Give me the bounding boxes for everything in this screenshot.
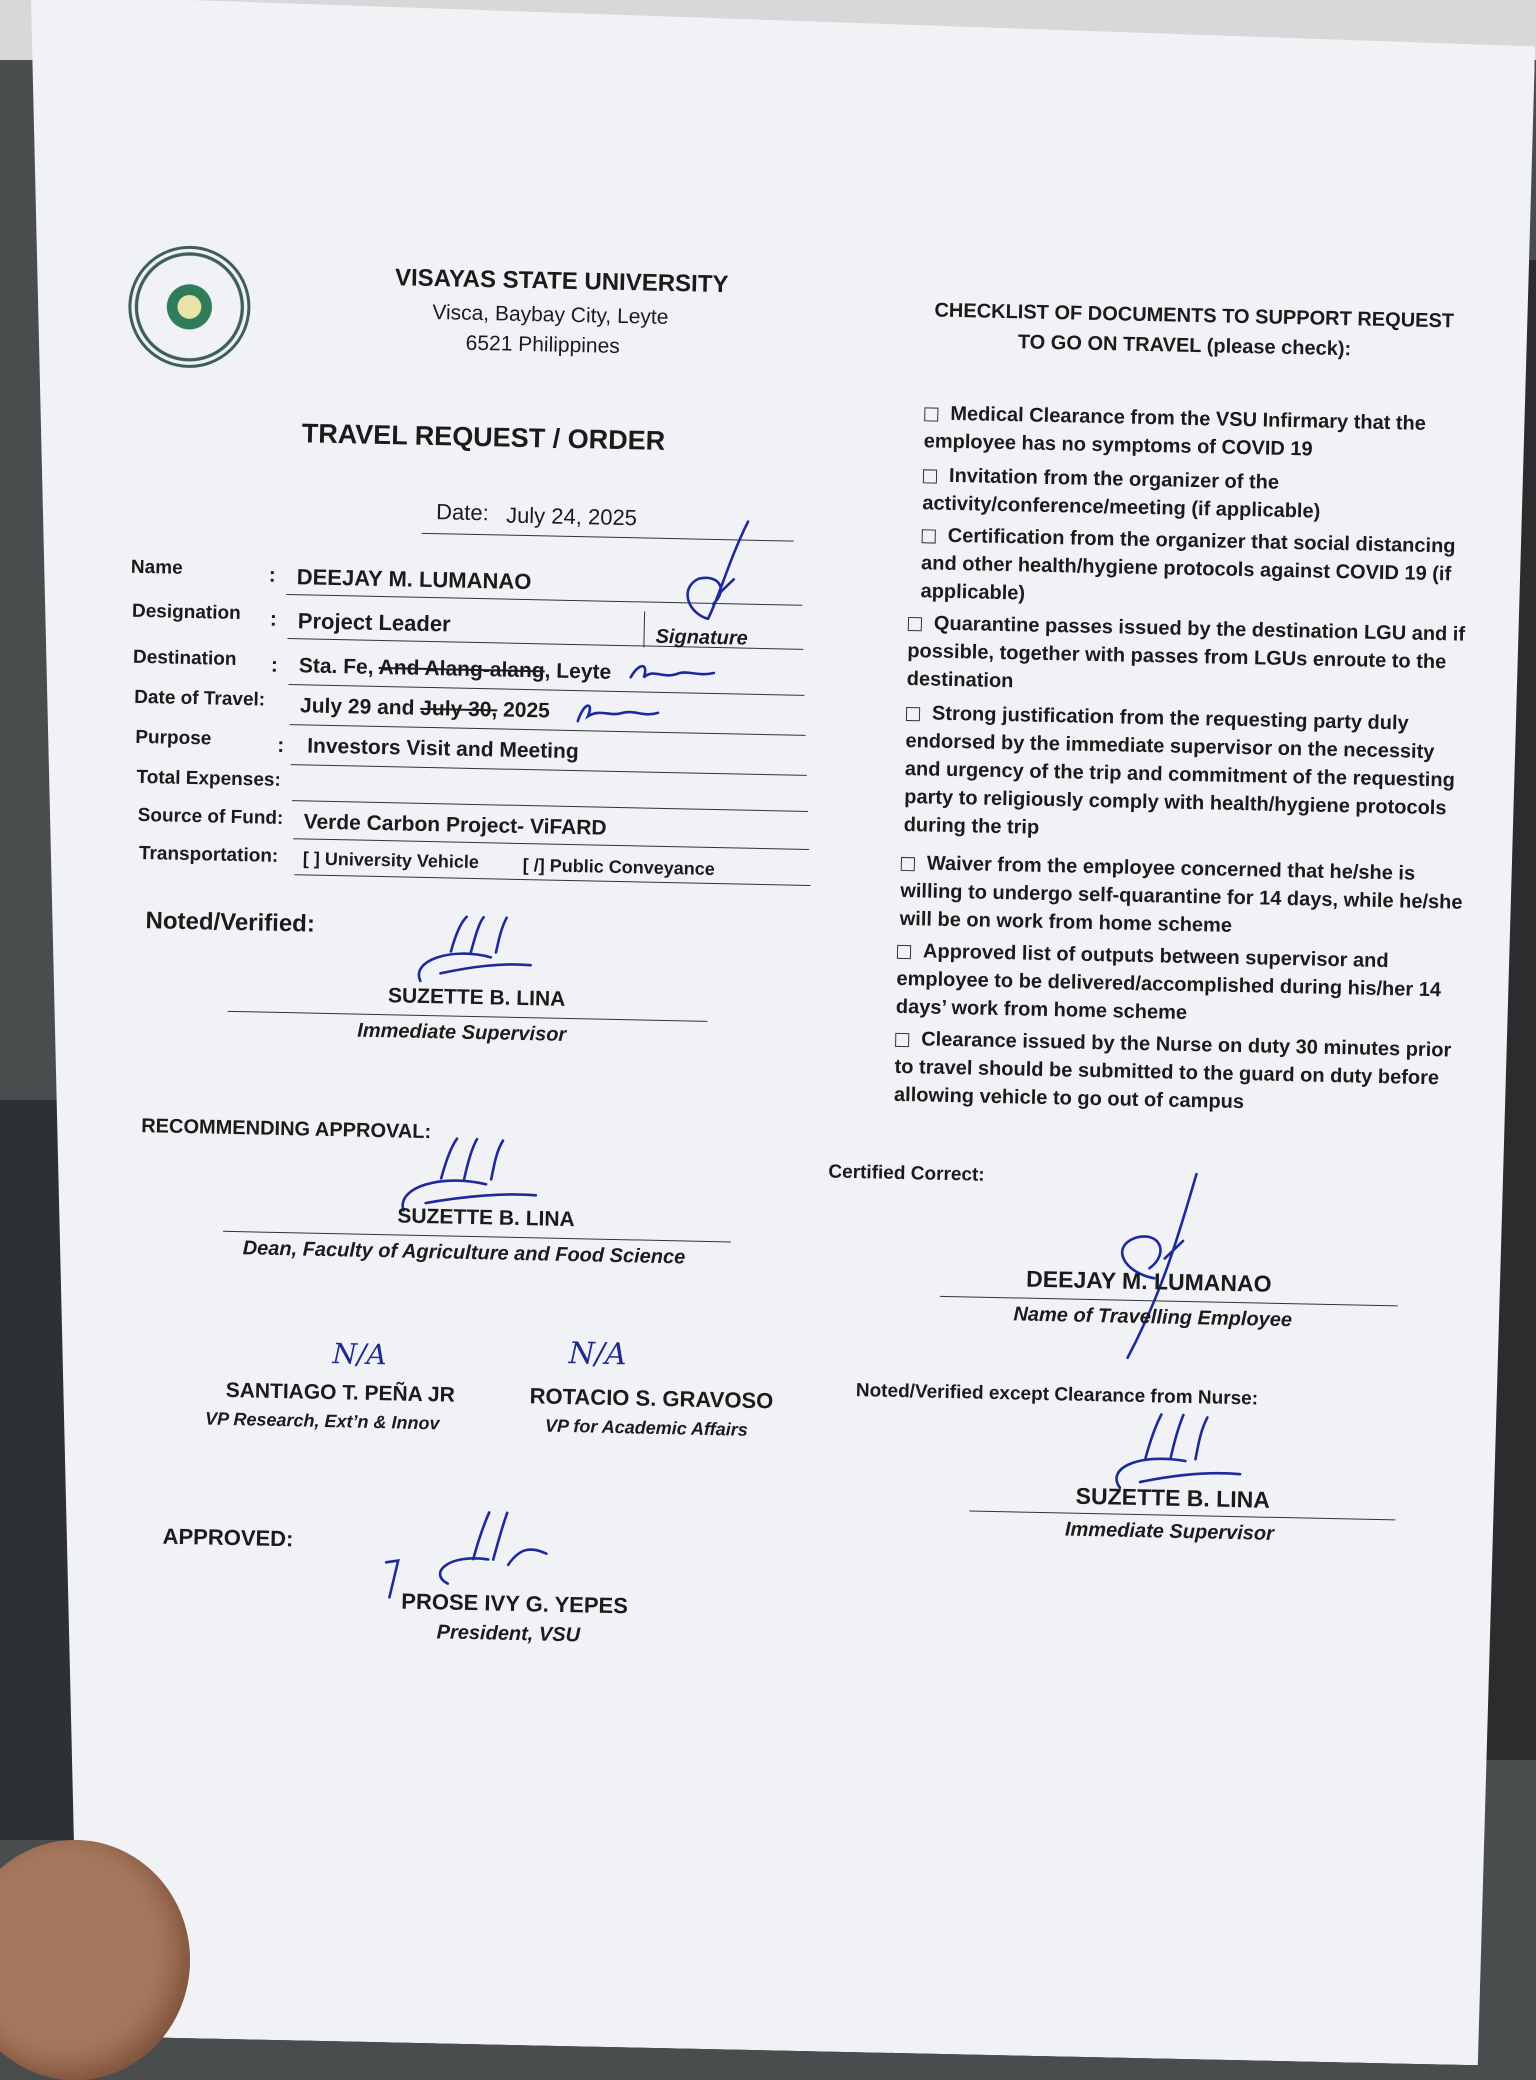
vp1-mark: N/A	[332, 1337, 387, 1372]
checkbox[interactable]	[901, 857, 915, 871]
checklist-item[interactable]	[896, 937, 1468, 1033]
designation-colon: :	[269, 607, 278, 631]
noted-title: Immediate Supervisor	[357, 1019, 567, 1046]
approved-label: APPROVED:	[162, 1523, 294, 1552]
checklist-item[interactable]	[894, 1025, 1466, 1121]
checkbox[interactable]	[895, 1033, 909, 1047]
designation-label: Designation	[131, 600, 241, 625]
recommending-title: Dean, Faculty of Agriculture and Food Science	[242, 1237, 686, 1269]
noted-nurse-name: SUZETTE B. LINA	[1075, 1482, 1271, 1513]
checklist-item-text: Certification from the organizer that social distancing and other health/hygiene protocols against COVID 19 (if applicable)	[920, 524, 1456, 605]
approved-name: PROSE IVY G. YEPES	[401, 1588, 629, 1619]
vp2-name: ROTACIO S. GRAVOSO	[529, 1383, 774, 1414]
recommending-label: RECOMMENDING APPROVAL:	[140, 1115, 432, 1144]
checklist-item-text: Medical Clearance from the VSU Infirmary that the employee has no symptoms of COVID 19	[923, 402, 1427, 461]
approved-title: President, VSU	[436, 1621, 581, 1647]
vp1-title: VP Research, Ext’n & Innov	[204, 1408, 440, 1434]
checkbox[interactable]	[924, 407, 938, 421]
university-name: VISAYAS STATE UNIVERSITY	[394, 264, 729, 299]
certified-title: Name of Travelling Employee	[1013, 1303, 1293, 1332]
signature-label: Signature	[655, 625, 749, 650]
noted-nurse-title: Immediate Supervisor	[1064, 1518, 1275, 1545]
checklist-item-text: Strong justification from the requesting party duly endorsed by the immediate supervisor on the necessity and urgency of the trip and commitment of the requesting party to religiously comply with health/hygiene protocols during the trip	[903, 702, 1456, 839]
supervisor-signature-icon	[410, 911, 542, 994]
destination-label: Destination	[132, 646, 237, 670]
destination-part-1: Sta. Fe,	[298, 654, 379, 679]
recommending-name: SUZETTE B. LINA	[397, 1204, 575, 1232]
source-of-fund-value: Verde Carbon Project- ViFARD	[303, 810, 607, 840]
name-colon: :	[268, 563, 277, 587]
name-label: Name	[130, 556, 183, 579]
vp2-mark: N/A	[568, 1336, 627, 1373]
total-expenses-label: Total Expenses:	[136, 766, 282, 791]
certified-label: Certified Correct:	[828, 1161, 985, 1186]
address-line-1: Visca, Baybay City, Leyte	[432, 300, 669, 329]
date-of-travel-struck: July 30,	[420, 696, 498, 722]
checklist-item[interactable]	[920, 521, 1482, 617]
purpose-colon: :	[276, 733, 285, 757]
checkbox[interactable]	[922, 529, 936, 543]
source-of-fund-label: Source of Fund:	[137, 804, 284, 829]
checkbox[interactable]	[923, 469, 937, 483]
checklist-item-text: Waiver from the employee concerned that he/she is willing to undergo self-quarantine for 14 days, while he/she will be on work from home scheme	[899, 852, 1463, 937]
date-initials-icon	[576, 696, 667, 728]
checkbox[interactable]	[906, 707, 920, 721]
transportation-label: Transportation:	[138, 842, 279, 867]
checklist-title-2: TO GO ON TRAVEL (please check):	[1017, 331, 1352, 361]
checklist-item-text: Clearance issued by the Nurse on duty 30 minutes prior to travel should be submitted to the guard on duty before allowing vehicle to go out of campus	[893, 1028, 1452, 1114]
destination-struck: And Alang-alang	[378, 655, 545, 683]
date-value: July 24, 2025	[505, 502, 638, 531]
address-line-2: 6521 Philippines	[465, 331, 621, 358]
checklist-item[interactable]	[923, 399, 1484, 467]
checklist-item[interactable]	[903, 699, 1476, 851]
purpose-label: Purpose	[135, 726, 212, 750]
transport-option-public: [ /] Public Conveyance	[522, 855, 716, 880]
date-of-travel-part-2: 2025	[497, 698, 551, 723]
employee-signature-icon	[658, 518, 760, 630]
transport-option-university: [ ] University Vehicle	[302, 848, 480, 873]
checklist-item-text: Quarantine passes issued by the destination LGU and if possible, together with passes from LGUs enroute to the destination	[906, 612, 1466, 693]
checklist-item[interactable]	[922, 461, 1483, 529]
date-label: Date:	[435, 499, 490, 526]
noted-label: Noted/Verified:	[145, 907, 316, 938]
vp2-title: VP for Academic Affairs	[544, 1415, 748, 1440]
vp1-name: SANTIAGO T. PEÑA JR	[225, 1378, 455, 1407]
certified-name: DEEJAY M. LUMANAO	[1025, 1265, 1272, 1297]
noted-name: SUZETTE B. LINA	[387, 984, 566, 1011]
checklist-item-text: Approved list of outputs between supervisor and employee to be delivered/accomplished during his/her 14 days’ work from home scheme	[895, 940, 1442, 1024]
checklist-item-text: Invitation from the organizer of the activity/conference/meeting (if applicable)	[922, 464, 1321, 523]
checkbox[interactable]	[897, 945, 911, 959]
noted-nurse-label: Noted/Verified except Clearance from Nurse:	[855, 1380, 1259, 1410]
name-value: DEEJAY M. LUMANAO	[296, 564, 532, 595]
destination-part-2: , Leyte	[544, 659, 612, 684]
checklist-item[interactable]	[899, 849, 1471, 945]
checklist-item[interactable]	[906, 609, 1478, 705]
checklist-title-1: CHECKLIST OF DOCUMENTS TO SUPPORT REQUEST	[934, 299, 1455, 333]
checkbox[interactable]	[908, 617, 922, 631]
form-title: TRAVEL REQUEST / ORDER	[301, 418, 666, 456]
designation-value: Project Leader	[297, 608, 451, 637]
date-of-travel-label: Date of Travel:	[133, 686, 266, 711]
purpose-value: Investors Visit and Meeting	[306, 734, 579, 764]
destination-initials-icon	[629, 657, 720, 689]
date-of-travel-part-1: July 29 and	[299, 694, 421, 720]
destination-colon: :	[270, 653, 279, 677]
